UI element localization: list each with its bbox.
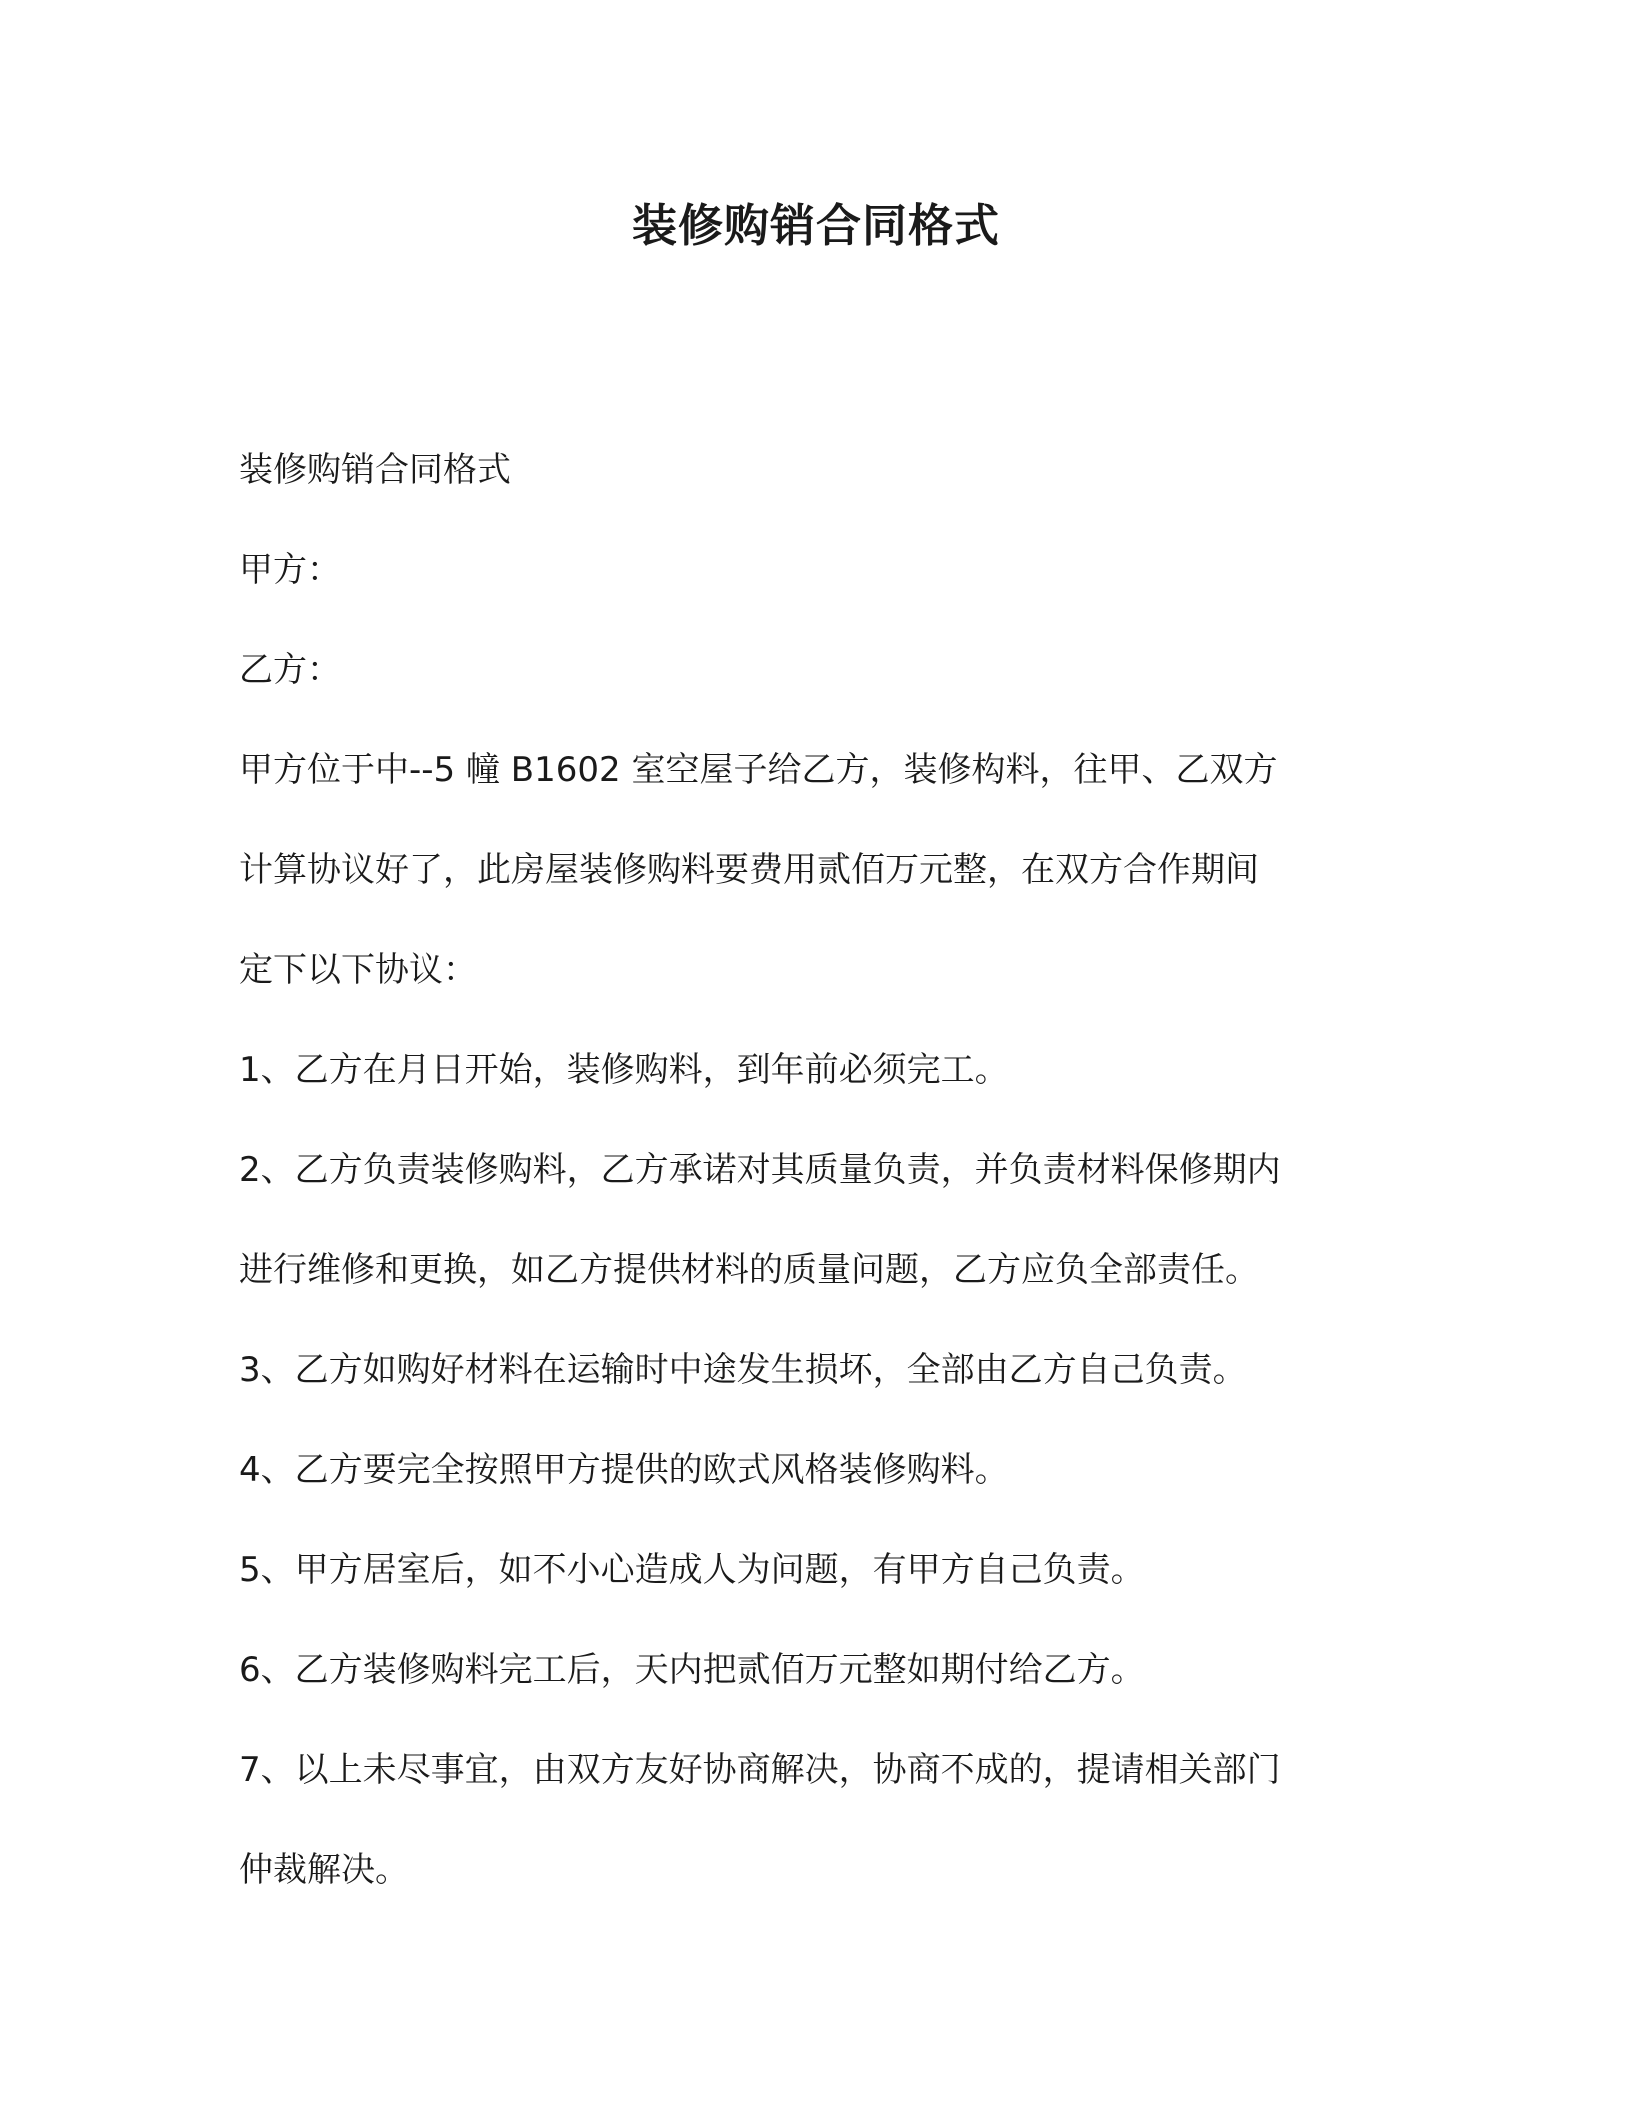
clause-3-line: 3、乙方如购好材料在运输时中途发生损坏，全部由乙方自己负责。 [239, 1350, 1247, 1390]
party-a-line: 甲方： [239, 550, 341, 590]
subtitle-line: 装修购销合同格式 [239, 450, 511, 490]
preamble-line: 甲方位于中--5 幢 B1602 室空屋子给乙方，装修构料，往甲、乙双方 [239, 750, 1278, 790]
clause-2-line: 2、乙方负责装修购料，乙方承诺对其质量负责，并负责材料保修期内 [239, 1150, 1281, 1190]
preamble-line: 定下以下协议： [239, 950, 477, 990]
clause-4-line: 4、乙方要完全按照甲方提供的欧式风格装修购料。 [239, 1450, 1009, 1490]
clause-7-line: 7、以上未尽事宜，由双方友好协商解决，协商不成的，提请相关部门 [239, 1750, 1281, 1790]
document-title: 装修购销合同格式 [631, 199, 1000, 252]
clause-2-line: 进行维修和更换，如乙方提供材料的质量问题，乙方应负全部责任。 [239, 1250, 1259, 1290]
document-body [239, 420, 1399, 1920]
clause-1-line: 1、乙方在月日开始，装修购料，到年前必须完工。 [239, 1050, 1009, 1090]
clause-7-line: 仲裁解决。 [239, 1850, 409, 1890]
party-b-line: 乙方： [239, 650, 341, 690]
clause-5-line: 5、甲方居室后，如不小心造成人为问题，有甲方自己负责。 [239, 1550, 1145, 1590]
clause-6-line: 6、乙方装修购料完工后，天内把贰佰万元整如期付给乙方。 [239, 1650, 1145, 1690]
preamble-line: 计算协议好了，此房屋装修购料要费用贰佰万元整，在双方合作期间 [239, 850, 1259, 890]
